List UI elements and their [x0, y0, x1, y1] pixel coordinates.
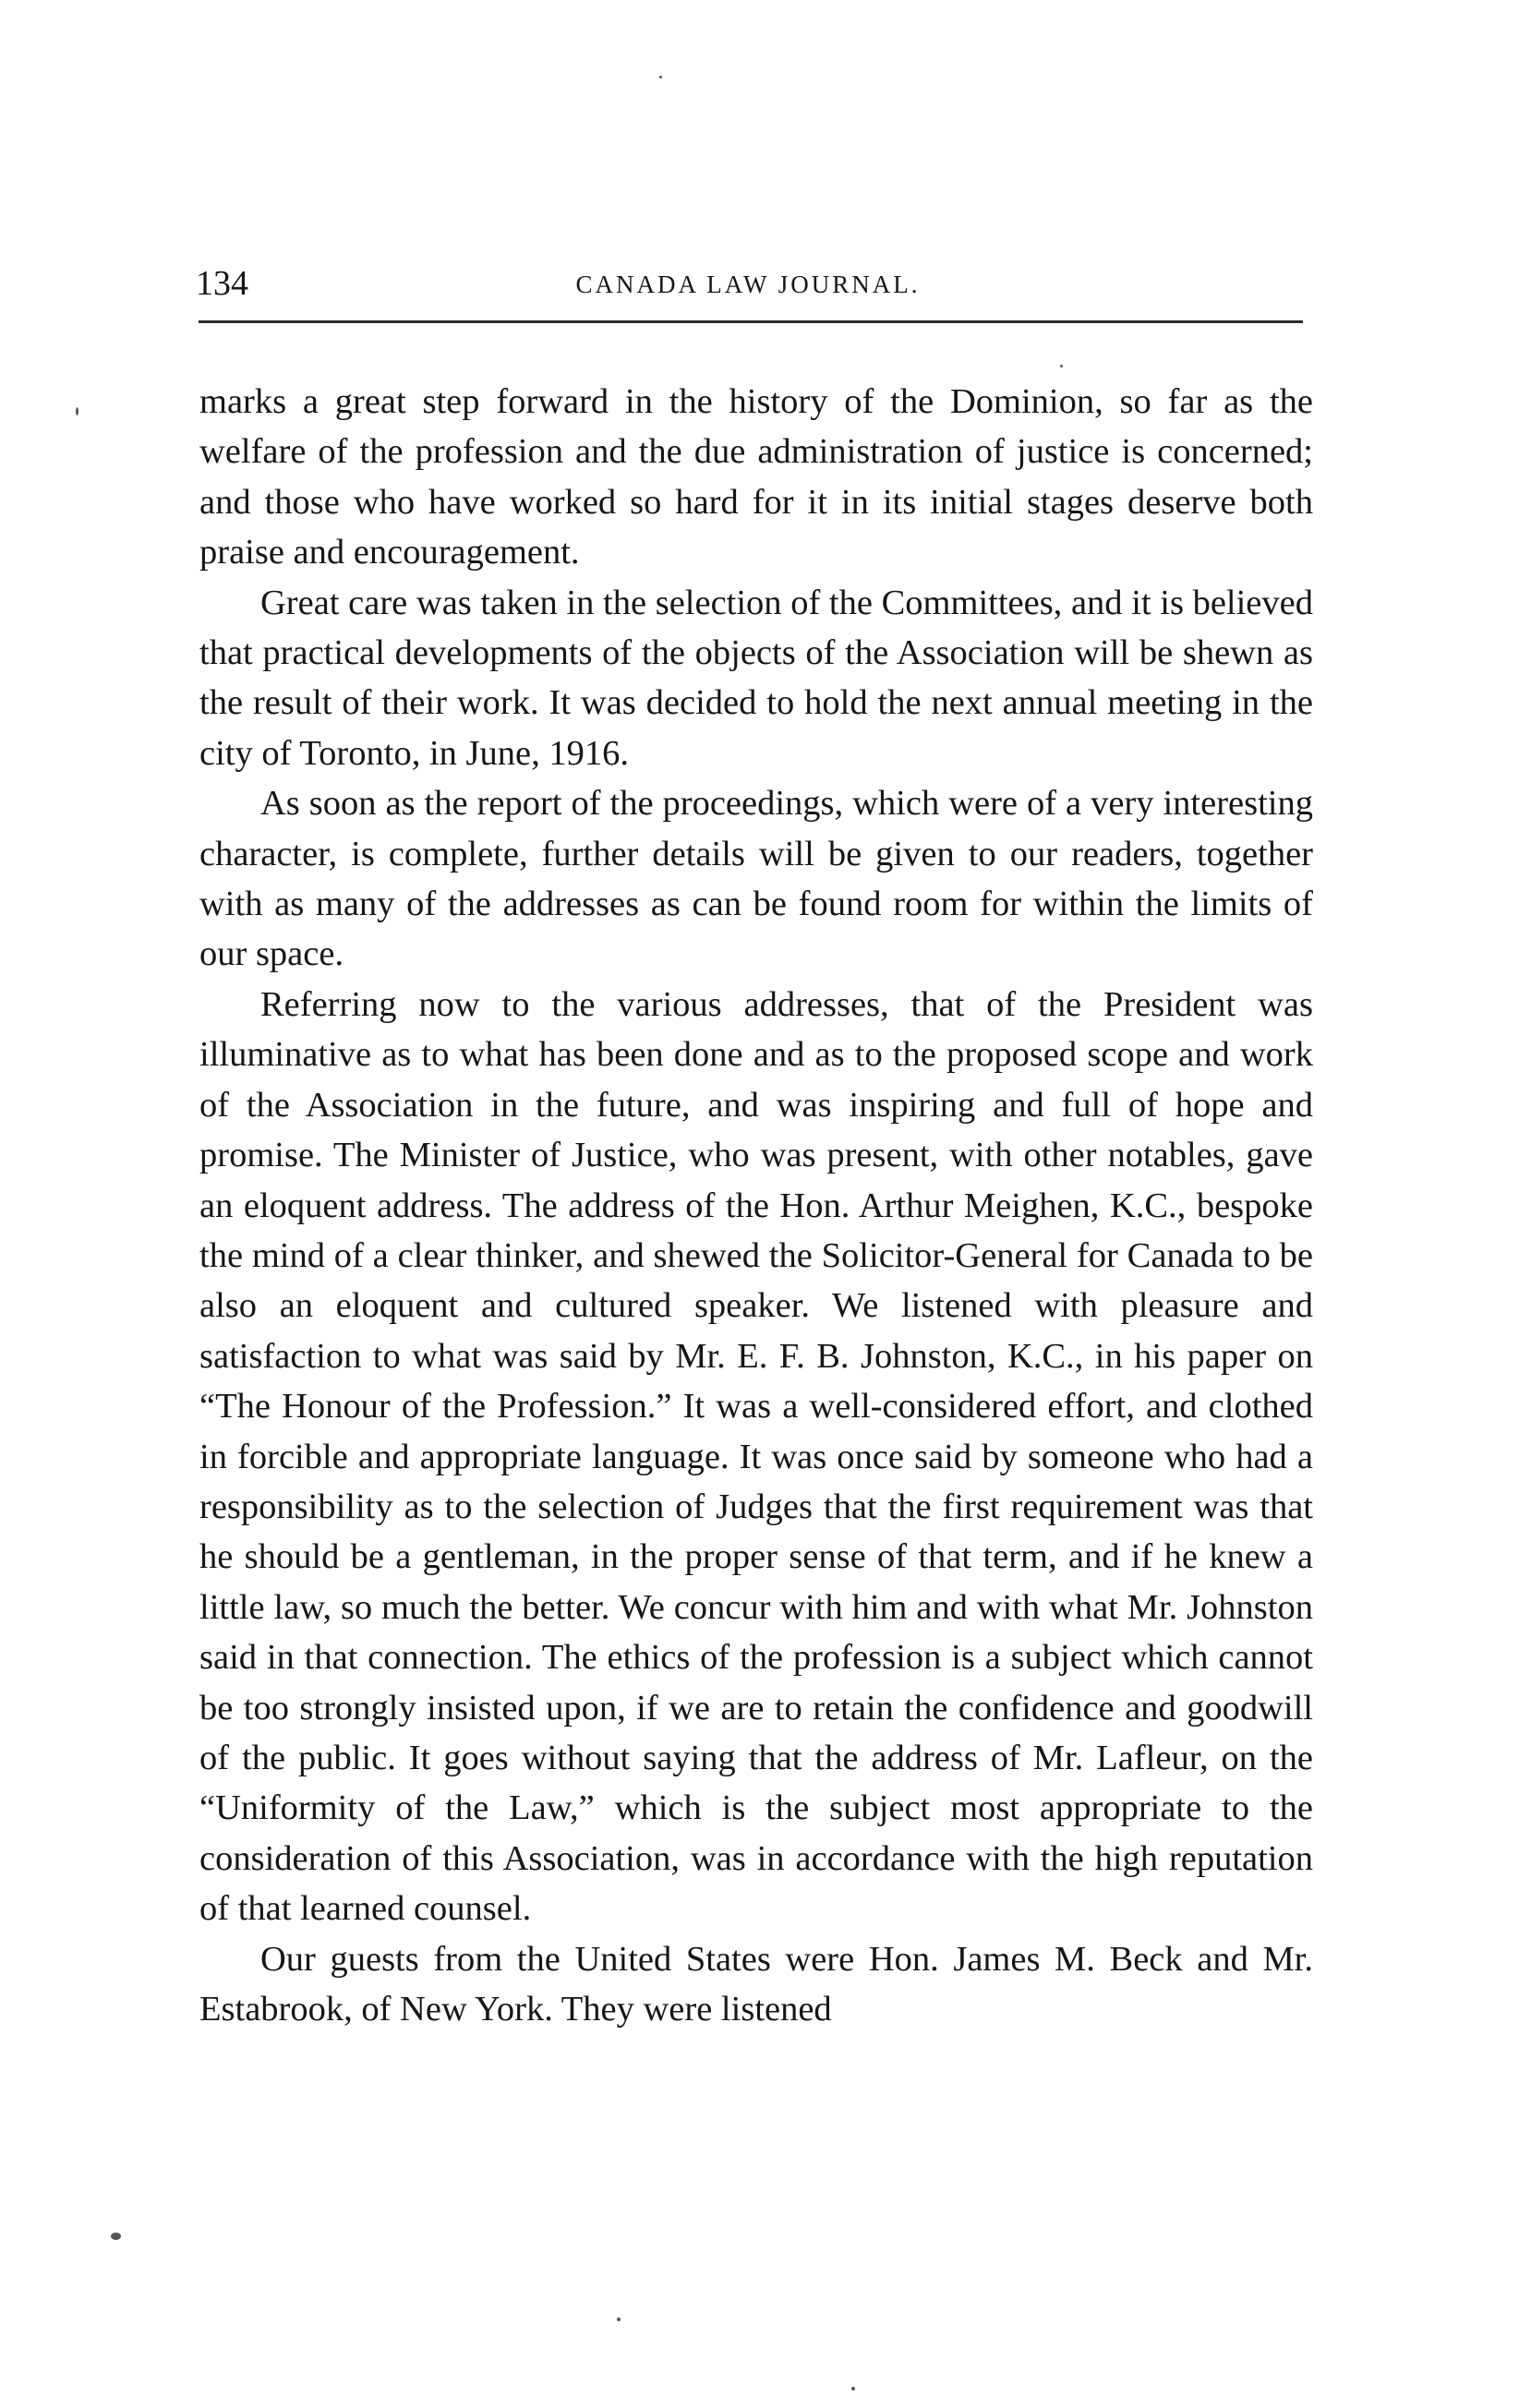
- scan-speck: [111, 2233, 121, 2240]
- scan-speck: [617, 2318, 621, 2321]
- paragraph-report: As soon as the report of the proceedings, which were of a very interesting character, is complete, further details will be given to our readers, together with as many of the addresses as can be found room for within the limits of our space.: [199, 784, 1313, 974]
- scan-speck: [1060, 365, 1063, 367]
- scan-speck: [851, 2387, 855, 2390]
- running-head: [196, 260, 1300, 307]
- scan-speck: [659, 76, 662, 78]
- journal-title: CANADA LAW JOURNAL.: [575, 271, 921, 298]
- paragraph-committees: Great care was taken in the selection of the Committees, and it is believed that practical developments of the objects of the Association will be shewn as the result of their work. It was decided to hold the next annual meeting in the city of Toronto, in June, 1916.: [199, 583, 1313, 773]
- header-rule: [199, 320, 1303, 323]
- body-text: [199, 377, 1313, 2034]
- paragraph-guests: Our guests from the United States were Hon. James M. Beck and Mr. Estabrook, of New York. They were listened: [199, 1939, 1313, 2029]
- page-number: 134: [196, 264, 248, 303]
- scan-speck: [76, 407, 78, 415]
- paragraph-continued: marks a great step forward in the history of the Dominion, so far as the welfare of the profession and the due administration of justice is concerned; and those who have worked so hard for it in its initial stages deserve both praise and encouragement.: [199, 382, 1313, 572]
- paragraph-addresses: Referring now to the various addresses, that of the President was illuminative as to what has been done and as to the proposed scope and work of the Association in the future, and was inspiring and full of hope and promise. The Minister of Justice, who was present, with other notables, gave an eloquent address. The address of the Hon. Arthur Meighen, K.C., bespoke the mind of a clear thinker, and shewed the Solicitor-General for Canada to be also an eloquent and cultured speaker. We listened with pleasure and satisfaction to what was said by Mr. E. F. B. Johnston, K.C., in his paper on “The Honour of the Profession.” It was a well-considered effort, and clothed in forcible and appropriate language. It was once said by someone who had a responsibility as to the selection of Judges that the first requirement was that he should be a gentleman, in the proper sense of that term, and if he knew a little law, so much the better. We concur with him and with what Mr. Johnston said in that connection. The ethics of the profession is a subject which cannot be too strongly insisted upon, if we are to retain the confidence and goodwill of the public. It goes without saying that the address of Mr. Lafleur, on the “Uniformity of the Law,” which is the subject most appropriate to the consideration of this Association, was in accordance with the high reputation of that learned counsel.: [199, 984, 1313, 1929]
